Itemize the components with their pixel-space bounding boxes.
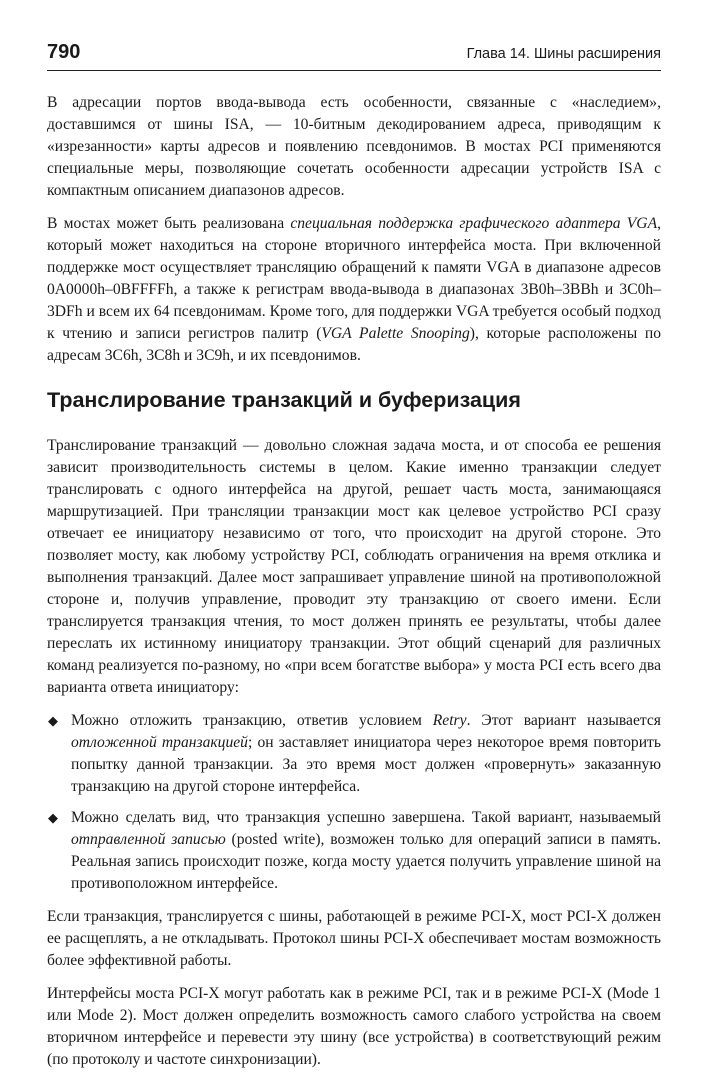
italic-term: отложенной транзакцией — [71, 734, 248, 751]
paragraph-vga-support — [47, 213, 661, 367]
page-number: 790 — [47, 41, 81, 63]
text-run: . Этот вариант называется — [466, 712, 661, 729]
text-run: (posted write), возможен только для операций записи в память. Реальная запись происходит позже, когда мосту удается получить управление шиной на противоположном интерфейсе. — [71, 831, 662, 892]
section-heading: Транслирование транзакций и буферизация — [47, 388, 521, 412]
paragraph-transaction-translation: Транслирование транзакций — довольно сложная задача моста, и от способа ее решения зависит производительность системы в целом. Какие именно транзакции следует транслировать с одного интерфейса на другой, решает часть моста, занимающаяся маршрутизацией. При трансляции транзакции мост как целевое устройство PCI сразу отвечает ее инициатору независимо от того, что происходит на другой стороне. Это позволяет мосту, как любому устройству PCI, соблюдать ограничения на время отклика и выполнения транзакций. Далее мост запрашивает управление шиной на противоположной стороне и, получив управление, проводит эту транзакцию от своего имени. Если транслируется транзакция чтения, то мост должен принять ее результаты, чтобы далее переслать их истинному инициатору транзакции. Этот общий сценарий для различных команд реализуется по-разному, но «при всем богатстве выбора» у моста PCI есть всего два варианта ответа инициатору: — [47, 437, 661, 696]
paragraph-pci-x-split: Если транзакция, транслируется с шины, работающей в режиме PCI-X, мост PCI-X должен ее расщеплять, а не откладывать. Протокол шины PCI-X обеспечивает мостам возможность более эффективной работы. — [47, 908, 661, 969]
italic-term: Retry — [432, 712, 467, 729]
bullet-list — [47, 710, 661, 895]
text-run: ), которые расположены по адресам 3C6h, 3C8h и 3C9h, и их псевдонимов. — [47, 325, 661, 364]
paragraph-isa-addressing: В адресации портов ввода-вывода есть особенности, связанные с «наследием», доставшимся от шины ISA, — 10-битным декодированием адреса, приводящим к «изрезанности» карты адресов и появлению псевдонимов. В мостах PCI применяются специальные меры, позволяющие сочетать особенности адресации устройств ISA с компактным описанием диапазонов адресов. — [47, 94, 661, 199]
diamond-bullet-icon: ◆ — [48, 713, 58, 728]
italic-term: отправленной записью — [71, 831, 226, 848]
text-run: ; он заставляет инициатора через некоторое время повторить попытку данной транзакции. За это время мост должен «провернуть» заказанную транзакцию на другой стороне интерфейса. — [71, 734, 661, 795]
list-item — [47, 710, 661, 798]
chapter-title: Глава 14. Шины расширения — [466, 46, 661, 62]
page-content — [47, 92, 661, 1082]
text-run: Можно сделать вид, что транзакция успешно завершена. Такой вариант, называемый — [71, 809, 661, 826]
italic-term: VGA Palette Snooping — [321, 325, 470, 342]
diamond-bullet-icon: ◆ — [48, 810, 58, 825]
text-run: Можно отложить транзакцию, ответив условием — [71, 712, 433, 729]
list-item — [47, 807, 661, 895]
text-run: , который может находиться на стороне вторичного интерфейса моста. При включенной поддержке мост осуществляет трансляцию обращений к памяти VGA в диапазоне адресов 0A0000h–0BFFFFh, а также к регистрам ввода-вывода в диапазонах 3B0h–3BBh и 3C0h–3DFh и всем их 64 псевдонимам. Кроме того, для поддержки VGA требуется особый подход к чтению и записи регистров палитр ( — [47, 215, 662, 342]
paragraph-pci-x-modes: Интерфейсы моста PCI-X могут работать как в режиме PCI, так и в режиме PCI-X (Mode 1 или Mode 2). Мост должен определить возможность самого слабого устройства на своем вторичном интерфейсе и перевести эту шину (все устройства) в соответствующий режим (по протоколу и частоте синхронизации). — [47, 985, 661, 1068]
running-header — [47, 40, 661, 71]
text-run: В мостах может быть реализована — [47, 215, 291, 232]
italic-term: специальная поддержка графического адаптера VGA — [290, 215, 658, 232]
